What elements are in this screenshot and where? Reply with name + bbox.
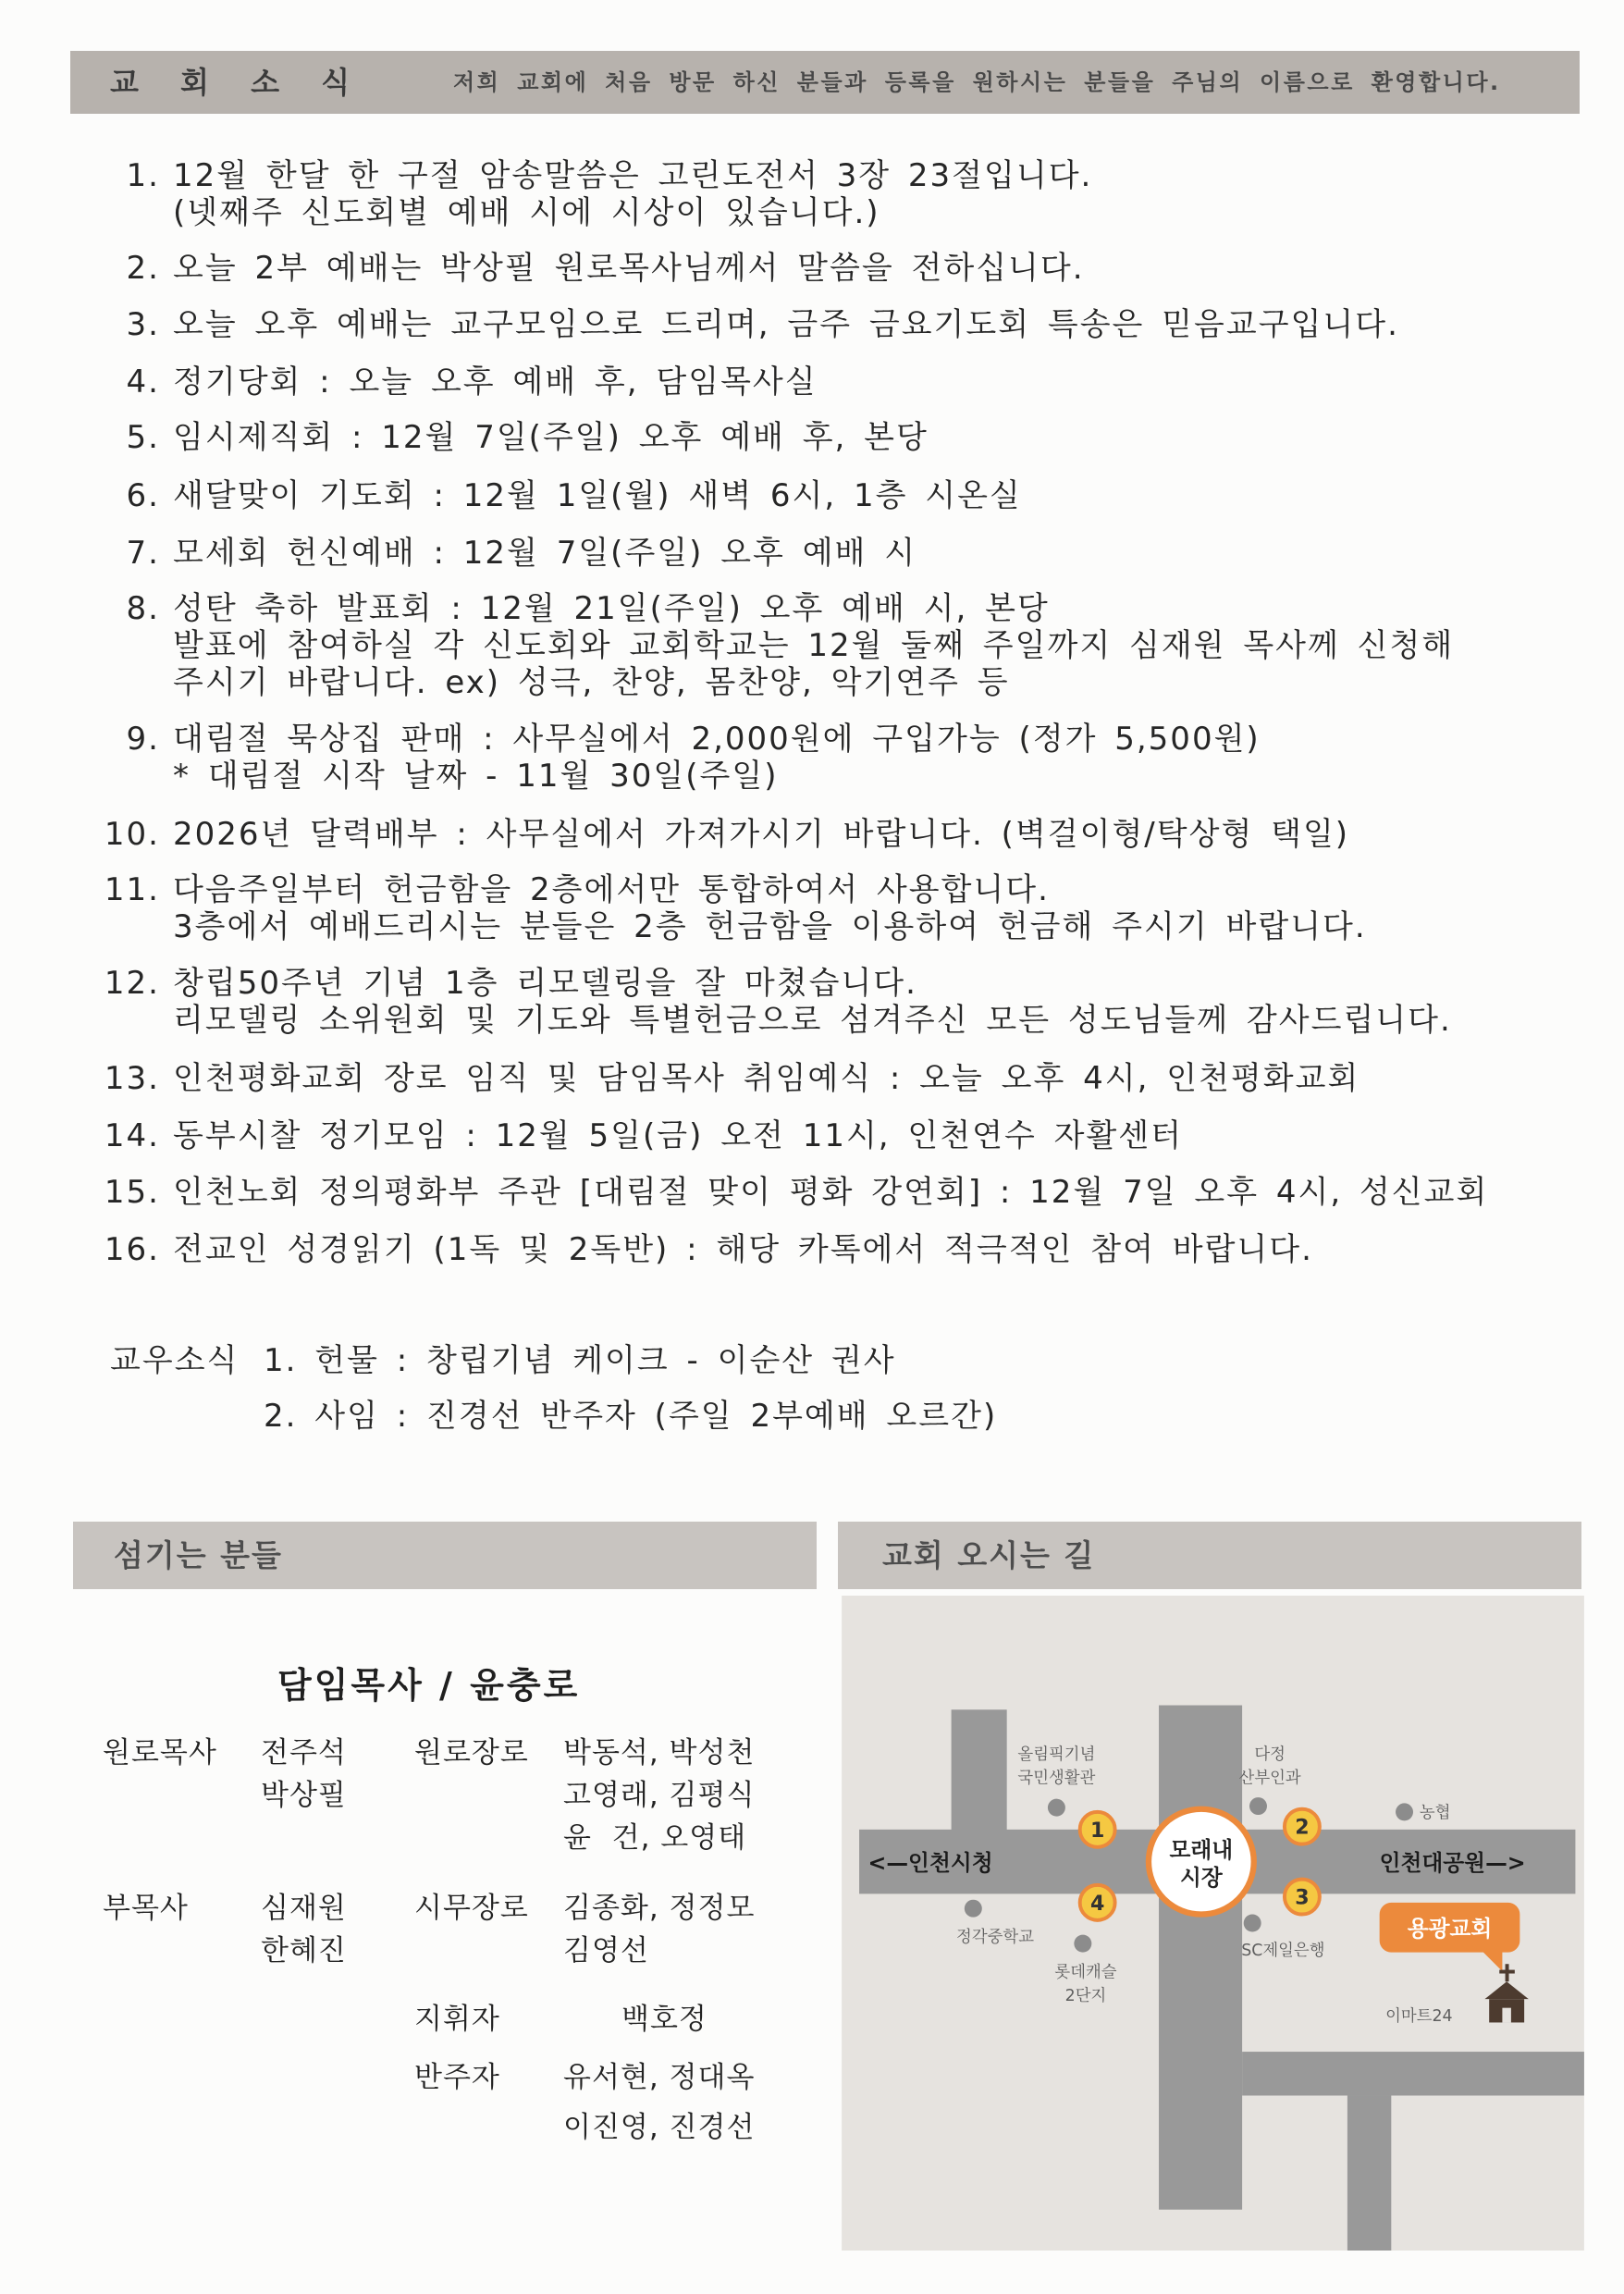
announcement-item [104,1117,1183,1154]
staff-role-label: 반주자 [414,2061,500,2094]
member-news-label: 교우소식 [110,1342,240,1379]
staff-role-label: 부목사 [103,1892,189,1925]
announcement-item [104,1060,1360,1097]
map-road [1347,2095,1391,2251]
announcement-text: 3층에서 예배드리시는 분들은 2층 헌금함을 이용하여 헌금해 주시기 바랍니다. [173,908,1367,945]
announcement-text: 주시기 바랍니다. ex) 성극, 찬양, 몸찬양, 악기연주 등 [173,664,1010,701]
location-dot-icon [1249,1797,1267,1815]
church-label: 용광교회 [1407,1916,1493,1942]
staff-name: 유서현, 정대옥 [563,2061,756,2094]
map-road [1242,2052,1584,2095]
announcement-text: 전교인 성경읽기 (1독 및 2독반) : 해당 카톡에서 적극적인 참여 바랍니다. [173,1231,1313,1268]
announcement-text: (넷째주 신도회별 예배 시에 시상이 있습니다.) [173,194,880,231]
news-header-bar [70,51,1580,114]
map-marker-number: 4 [1089,1891,1105,1916]
announcement-text: 인천평화교회 장로 임직 및 담임목사 취임예식 : 오늘 오후 4시, 인천평화교회 [173,1060,1360,1097]
announcement-item [126,364,818,401]
directions-map [842,1596,1584,2251]
announcement-text: 리모델링 소위원회 및 기도와 특별헌금으로 섬겨주신 모든 성도님들께 감사드립니다. [173,1002,1452,1039]
announcement-number: 10. [104,816,160,853]
staff-header-bar [73,1522,817,1589]
map-marker-number: 3 [1295,1885,1310,1910]
announcement-text: 2026년 달력배부 : 사무실에서 가져가시기 바랍니다. (벽걸이형/탁상형 택일) [173,816,1350,853]
location-dot-icon [1396,1803,1413,1820]
staff-name: 이진영, 진경선 [563,2111,756,2144]
center-market-label: 모래내 [1169,1836,1234,1863]
announcement-text: 성탄 축하 발표회 : 12월 21일(주일) 오후 예배 시, 본당 [173,590,1050,627]
announcement-text: 오늘 오후 예배는 교구모임으로 드리며, 금주 금요기도회 특송은 믿음교구입니다. [173,306,1399,343]
landmark-label: SC제일은행 [1241,1941,1325,1960]
announcement-number: 2. [126,250,160,287]
directions-header-bar [838,1522,1581,1589]
staff-header-title: 섬기는 분들 [114,1537,283,1573]
announcement-text: 새달맞이 기도회 : 12월 1일(월) 새벽 6시, 1층 시온실 [173,477,1022,514]
map-road [1159,1706,1242,2210]
staff-name: 백호정 [621,2003,707,2036]
staff-name: 김영선 [563,1934,649,1967]
staff-role-label: 원로목사 [103,1736,217,1770]
announcement-text: 대림절 묵상집 판매 : 사무실에서 2,000원에 구입가능 (정가 5,500원) [173,721,1261,758]
announcement-text: 모세회 헌신예배 : 12월 7일(주일) 오후 예배 시 [173,535,917,572]
announcement-item [126,721,1261,795]
announcement-item [126,306,1399,343]
staff-name: 윤 건, 오영태 [563,1821,747,1855]
announcement-number: 15. [104,1174,160,1211]
announcement-number: 9. [126,721,160,758]
landmark-label: 롯데캐슬 [1054,1963,1117,1982]
announcement-text: 발표에 참여하실 각 신도회와 교회학교는 12월 둘째 주일까지 심재원 목사께 신청해 [173,627,1455,664]
announcement-text: 정기당회 : 오늘 오후 예배 후, 담임목사실 [173,364,818,401]
landmark-label: 농협 [1419,1804,1451,1823]
announcement-item [126,477,1022,514]
announcement-number: 5. [126,419,160,456]
announcement-number: 11. [104,871,160,908]
member-news-item: 2. 사임 : 진경선 반주자 (주일 2부예배 오르간) [264,1398,998,1435]
landmark-label: 2단지 [1064,1986,1107,2005]
location-dot-icon [965,1900,982,1918]
location-dot-icon [1074,1935,1091,1953]
announcement-number: 3. [126,306,160,343]
announcement-text: 12월 한달 한 구절 암송말씀은 고린도전서 3장 23절입니다. [173,157,1093,194]
west-road-label: <—인천시청 [867,1850,993,1877]
announcement-item [126,590,1455,701]
announcement-text: 임시제직회 : 12월 7일(주일) 오후 예배 후, 본당 [173,419,929,456]
announcement-text: * 대림절 시작 날짜 - 11월 30일(주일) [173,758,779,795]
announcement-number: 4. [126,364,160,401]
staff-name: 한혜진 [261,1934,347,1967]
landmark-label: 올림픽기념 [1017,1745,1096,1764]
member-news-item: 1. 헌물 : 창립기념 케이크 - 이순산 권사 [264,1342,896,1379]
announcement-item [126,157,1093,231]
staff-name: 박상필 [261,1779,347,1812]
announcement-item [104,965,1452,1039]
announcement-number: 16. [104,1231,160,1268]
location-dot-icon [1048,1799,1065,1817]
map-marker-number: 2 [1295,1815,1310,1840]
announcement-text: 동부시찰 정기모임 : 12월 5일(금) 오전 11시, 인천연수 자활센터 [173,1117,1183,1154]
landmark-label: 이마트24 [1385,2006,1453,2026]
announcement-number: 14. [104,1117,160,1154]
announcement-item [104,1174,1489,1211]
senior-pastor: 담임목사 / 윤충로 [277,1665,581,1706]
announcement-item [126,250,1085,287]
staff-role-label: 지휘자 [414,2003,500,2036]
east-road-label: 인천대공원—> [1379,1850,1526,1877]
directions-map-svg [842,1596,1584,2251]
announcement-item [126,535,917,572]
landmark-label: 산부인과 [1238,1769,1301,1788]
announcement-number: 13. [104,1060,160,1097]
staff-role-label: 시무장로 [414,1892,529,1925]
announcement-number: 6. [126,477,160,514]
landmark-label: 정각중학교 [956,1928,1034,1947]
staff-name: 박동석, 박성천 [563,1736,756,1770]
announcement-text: 오늘 2부 예배는 박상필 원로목사님께서 말씀을 전하십니다. [173,250,1085,287]
announcement-text: 다음주일부터 헌금함을 2층에서만 통합하여서 사용합니다. [173,871,1050,908]
map-road [952,1709,1007,1832]
location-dot-icon [1244,1915,1261,1932]
staff-name: 전주석 [261,1736,347,1770]
announcement-item [126,419,929,456]
landmark-label: 국민생활관 [1017,1769,1096,1788]
welcome-message: 저희 교회에 처음 방문 하신 분들과 등록을 원하시는 분들을 주님의 이름으로 환영합니다. [453,69,1501,95]
announcement-text: 창립50주년 기념 1층 리모델링을 잘 마쳤습니다. [173,965,917,1002]
announcement-item [104,1231,1313,1268]
news-title: 교 회 소 식 [110,65,362,100]
announcement-text: 인천노회 정의평화부 주관 [대림절 맞이 평화 강연회] : 12월 7일 오후 4시, 성신교회 [173,1174,1489,1211]
staff-role-label: 원로장로 [414,1736,529,1770]
announcement-number: 8. [126,590,160,627]
landmark-label: 다정 [1254,1745,1286,1764]
staff-name: 김종화, 정정모 [563,1892,756,1925]
announcement-item [104,871,1367,945]
announcement-number: 7. [126,535,160,572]
directions-header-title: 교회 오시는 길 [882,1537,1096,1573]
announcement-number: 1. [126,157,160,194]
announcement-item [104,816,1350,853]
map-marker-number: 1 [1089,1818,1105,1843]
center-market-label: 시장 [1179,1864,1223,1891]
staff-name: 고영래, 김평식 [563,1779,756,1812]
staff-name: 심재원 [261,1892,347,1925]
announcement-number: 12. [104,965,160,1002]
